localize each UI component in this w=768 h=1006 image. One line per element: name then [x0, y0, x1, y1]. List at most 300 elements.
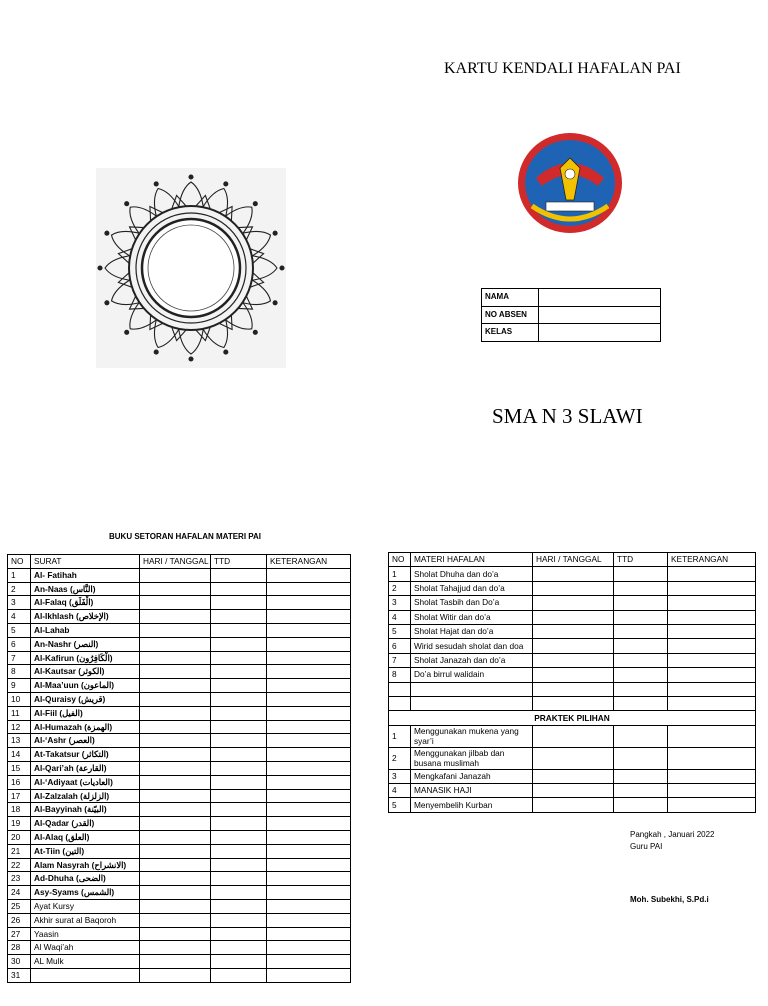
hari-tanggal-cell[interactable] [533, 668, 614, 682]
keterangan-cell[interactable] [267, 651, 351, 665]
teacher-role: Guru PAI [630, 842, 663, 851]
hari-tanggal-cell[interactable] [140, 637, 211, 651]
keterangan-cell[interactable] [267, 803, 351, 817]
table-row [8, 872, 351, 886]
row-number [389, 682, 411, 696]
hari-tanggal-cell[interactable] [533, 769, 614, 783]
keterangan-cell[interactable] [267, 568, 351, 582]
keterangan-cell[interactable] [267, 872, 351, 886]
hari-tanggal-cell[interactable] [140, 623, 211, 637]
hari-tanggal-cell[interactable] [140, 955, 211, 969]
keterangan-cell[interactable] [267, 913, 351, 927]
praktek-item: Menyembelih Kurban [411, 798, 533, 812]
surah-name: Al-Lahab [31, 623, 140, 637]
keterangan-cell[interactable] [267, 830, 351, 844]
keterangan-cell[interactable] [267, 720, 351, 734]
hari-tanggal-cell[interactable] [140, 872, 211, 886]
materi-table-header [389, 553, 756, 567]
ttd-cell[interactable] [211, 968, 267, 982]
row-number: 6 [389, 639, 411, 653]
identity-label: KELAS [482, 324, 539, 342]
praktek-section-row [389, 711, 756, 725]
ttd-cell[interactable] [211, 775, 267, 789]
hari-tanggal-cell[interactable] [140, 734, 211, 748]
identity-value-field[interactable] [539, 306, 661, 324]
table-row [8, 761, 351, 775]
materi-table [388, 552, 756, 813]
row-number: 2 [389, 581, 411, 595]
row-number: 18 [8, 803, 31, 817]
row-number: 3 [389, 769, 411, 783]
keterangan-cell[interactable] [668, 581, 756, 595]
materi-item: Wirid sesudah sholat dan doa [411, 639, 533, 653]
row-number: 12 [8, 720, 31, 734]
keterangan-cell[interactable] [267, 734, 351, 748]
hari-tanggal-cell[interactable] [140, 720, 211, 734]
hari-tanggal-cell[interactable] [140, 775, 211, 789]
table-row [8, 610, 351, 624]
row-number: 21 [8, 844, 31, 858]
keterangan-cell[interactable] [668, 668, 756, 682]
table-row [8, 955, 351, 969]
keterangan-cell[interactable] [267, 844, 351, 858]
hari-tanggal-cell[interactable] [140, 596, 211, 610]
table-row [389, 747, 756, 769]
identity-value-field[interactable] [539, 324, 661, 342]
hari-tanggal-cell[interactable] [140, 651, 211, 665]
card-title: KARTU KENDALI HAFALAN PAI [444, 60, 681, 77]
row-number: 5 [8, 623, 31, 637]
table-row [8, 789, 351, 803]
ttd-cell[interactable] [211, 692, 267, 706]
row-number: 8 [8, 665, 31, 679]
surah-name: Al-Bayyinah (البيّنة) [31, 803, 140, 817]
keterangan-cell[interactable] [267, 761, 351, 775]
table-row [389, 567, 756, 581]
row-number: 14 [8, 748, 31, 762]
keterangan-cell[interactable] [267, 775, 351, 789]
hari-tanggal-cell[interactable] [533, 725, 614, 747]
keterangan-cell[interactable] [668, 798, 756, 812]
table-row [8, 596, 351, 610]
keterangan-cell[interactable] [668, 624, 756, 638]
row-number: 8 [389, 668, 411, 682]
hari-tanggal-cell[interactable] [140, 706, 211, 720]
row-number: 3 [8, 596, 31, 610]
keterangan-cell[interactable] [267, 610, 351, 624]
row-number: 20 [8, 830, 31, 844]
surah-name: Ad-Dhuha (الضحى) [31, 872, 140, 886]
materi-item: Sholat Janazah dan do’a [411, 653, 533, 667]
hari-tanggal-cell[interactable] [533, 639, 614, 653]
identity-label: NAMA [482, 289, 539, 307]
table-row [8, 913, 351, 927]
ttd-cell[interactable] [211, 761, 267, 775]
surah-table [7, 554, 351, 983]
ttd-cell[interactable] [614, 682, 668, 696]
praktek-item: Menggunakan jilbab dan busana muslimah [411, 747, 533, 769]
row-number: 15 [8, 761, 31, 775]
row-number: 6 [8, 637, 31, 651]
materi-item: Sholat Tasbih dan Do’a [411, 596, 533, 610]
ttd-cell[interactable] [614, 668, 668, 682]
hari-tanggal-cell[interactable] [533, 567, 614, 581]
materi-item: Do’a birrul walidain [411, 668, 533, 682]
ttd-cell[interactable] [614, 784, 668, 798]
praktek-item: MANASIK HAJI [411, 784, 533, 798]
keterangan-cell[interactable] [668, 567, 756, 581]
surah-name: Al-Maa’uun (الماعون) [31, 679, 140, 693]
surah-name: Al-Kautsar (الكوثر) [31, 665, 140, 679]
surah-name: At-Takatsur (التكاثر) [31, 748, 140, 762]
place-date: Pangkah , Januari 2022 [630, 830, 715, 839]
keterangan-cell[interactable] [267, 679, 351, 693]
hari-tanggal-cell[interactable] [140, 679, 211, 693]
hari-tanggal-cell[interactable] [140, 610, 211, 624]
table-row [8, 968, 351, 982]
ttd-cell[interactable] [211, 623, 267, 637]
materi-item [411, 682, 533, 696]
keterangan-cell[interactable] [267, 692, 351, 706]
mandala-image [96, 168, 286, 368]
surah-name: Ayat Kursy [31, 899, 140, 913]
hari-tanggal-cell[interactable] [140, 803, 211, 817]
surah-name: Al Waqi’ah [31, 941, 140, 955]
materi-item: Sholat Tahajjud dan do’a [411, 581, 533, 595]
identity-row [482, 289, 661, 307]
surah-name: Al- Fatihah [31, 568, 140, 582]
row-number: 1 [389, 725, 411, 747]
table-row [8, 803, 351, 817]
surah-name: Al-Kafirun (الْكَافِرُون) [31, 651, 140, 665]
ttd-cell[interactable] [211, 734, 267, 748]
ttd-cell[interactable] [211, 817, 267, 831]
surah-table-header [8, 555, 351, 569]
table-row [389, 769, 756, 783]
ttd-cell[interactable] [211, 706, 267, 720]
keterangan-cell[interactable] [267, 665, 351, 679]
identity-label: NO ABSEN [482, 306, 539, 324]
row-number: 26 [8, 913, 31, 927]
hari-tanggal-cell[interactable] [140, 968, 211, 982]
materi-item: Sholat Hajat dan do’a [411, 624, 533, 638]
hari-tanggal-cell[interactable] [140, 844, 211, 858]
row-number: 1 [8, 568, 31, 582]
table-row [389, 639, 756, 653]
surah-name: An-Naas (النَّاس) [31, 582, 140, 596]
ttd-cell[interactable] [211, 679, 267, 693]
hari-tanggal-cell[interactable] [140, 789, 211, 803]
keterangan-cell[interactable] [668, 784, 756, 798]
hari-tanggal-cell[interactable] [533, 696, 614, 710]
table-row [389, 668, 756, 682]
ttd-cell[interactable] [211, 789, 267, 803]
keterangan-cell[interactable] [267, 955, 351, 969]
hari-tanggal-cell[interactable] [140, 830, 211, 844]
ttd-cell[interactable] [614, 653, 668, 667]
keterangan-cell[interactable] [267, 706, 351, 720]
table-row [8, 651, 351, 665]
keterangan-cell[interactable] [267, 858, 351, 872]
surah-name: Al-Fiil (الفيل) [31, 706, 140, 720]
table-row [8, 775, 351, 789]
praktek-item: Mengkafani Janazah [411, 769, 533, 783]
ttd-cell[interactable] [211, 610, 267, 624]
keterangan-cell[interactable] [267, 582, 351, 596]
ttd-cell[interactable] [614, 610, 668, 624]
table-row [8, 748, 351, 762]
hari-tanggal-cell[interactable] [140, 748, 211, 762]
hari-tanggal-cell[interactable] [140, 899, 211, 913]
table-row [8, 927, 351, 941]
keterangan-cell[interactable] [668, 769, 756, 783]
surah-name: Al-Zalzalah (الزلزلة) [31, 789, 140, 803]
hari-tanggal-cell[interactable] [140, 913, 211, 927]
materi-header-cell: KETERANGAN [668, 553, 756, 567]
surah-name: At-Tiin (التين) [31, 844, 140, 858]
hari-tanggal-cell[interactable] [533, 798, 614, 812]
ttd-cell[interactable] [211, 941, 267, 955]
row-number: 31 [8, 968, 31, 982]
surah-header-cell: HARI / TANGGAL [140, 555, 211, 569]
ttd-cell[interactable] [211, 637, 267, 651]
row-number: 27 [8, 927, 31, 941]
row-number: 10 [8, 692, 31, 706]
surah-header-cell: KETERANGAN [267, 555, 351, 569]
ttd-cell[interactable] [211, 858, 267, 872]
row-number: 30 [8, 955, 31, 969]
school-emblem [514, 128, 626, 238]
keterangan-cell[interactable] [267, 748, 351, 762]
ttd-cell[interactable] [211, 720, 267, 734]
row-number: 4 [389, 784, 411, 798]
ttd-cell[interactable] [211, 955, 267, 969]
keterangan-cell[interactable] [267, 941, 351, 955]
surah-name: Al-Falaq (الْفَلَق) [31, 596, 140, 610]
surah-name: Akhir surat al Baqoroh [31, 913, 140, 927]
table-row [8, 830, 351, 844]
hari-tanggal-cell[interactable] [140, 858, 211, 872]
table-row [389, 798, 756, 812]
row-number: 11 [8, 706, 31, 720]
ttd-cell[interactable] [614, 747, 668, 769]
hari-tanggal-cell[interactable] [533, 653, 614, 667]
surah-name: AL Mulk [31, 955, 140, 969]
ttd-cell[interactable] [614, 596, 668, 610]
row-number: 2 [8, 582, 31, 596]
praktek-pilihan-title: PRAKTEK PILIHAN [389, 711, 756, 725]
ttd-cell[interactable] [211, 596, 267, 610]
table-row [8, 858, 351, 872]
hari-tanggal-cell[interactable] [533, 581, 614, 595]
row-number: 24 [8, 886, 31, 900]
table-row [8, 568, 351, 582]
keterangan-cell[interactable] [668, 725, 756, 747]
table-row [389, 581, 756, 595]
hari-tanggal-cell[interactable] [533, 747, 614, 769]
hari-tanggal-cell[interactable] [140, 927, 211, 941]
ttd-cell[interactable] [614, 567, 668, 581]
surah-name: Al-‘Ashr (العصر) [31, 734, 140, 748]
keterangan-cell[interactable] [668, 653, 756, 667]
ttd-cell[interactable] [211, 582, 267, 596]
keterangan-cell[interactable] [267, 623, 351, 637]
table-row [8, 706, 351, 720]
table-row [8, 817, 351, 831]
table-row [389, 653, 756, 667]
ttd-cell[interactable] [614, 725, 668, 747]
empty-row [389, 682, 756, 696]
keterangan-cell[interactable] [267, 637, 351, 651]
surah-name: Al-Qadar (القدر) [31, 817, 140, 831]
materi-header-cell: NO [389, 553, 411, 567]
keterangan-cell[interactable] [267, 927, 351, 941]
hari-tanggal-cell[interactable] [140, 692, 211, 706]
keterangan-cell[interactable] [668, 696, 756, 710]
hari-tanggal-cell[interactable] [140, 886, 211, 900]
ttd-cell[interactable] [614, 624, 668, 638]
school-logo [514, 128, 626, 238]
surah-name: Al-Ikhlash (الإخلاص) [31, 610, 140, 624]
hari-tanggal-cell[interactable] [533, 610, 614, 624]
table-row [8, 899, 351, 913]
praktek-item: Menggunakan mukena yang syar’i [411, 725, 533, 747]
table-row [389, 596, 756, 610]
ttd-cell[interactable] [614, 696, 668, 710]
hari-tanggal-cell[interactable] [140, 582, 211, 596]
ttd-cell[interactable] [211, 844, 267, 858]
row-number: 25 [8, 899, 31, 913]
materi-item: Sholat Dhuha dan do’a [411, 567, 533, 581]
ttd-cell[interactable] [211, 927, 267, 941]
ttd-cell[interactable] [211, 872, 267, 886]
ttd-cell[interactable] [211, 913, 267, 927]
table-row [8, 844, 351, 858]
ttd-cell[interactable] [211, 651, 267, 665]
surah-header-cell: TTD [211, 555, 267, 569]
surah-name: An-Nashr (النصر) [31, 637, 140, 651]
surah-name: Asy-Syams (الشمس) [31, 886, 140, 900]
row-number: 28 [8, 941, 31, 955]
row-number: 5 [389, 798, 411, 812]
hari-tanggal-cell[interactable] [140, 568, 211, 582]
hari-tanggal-cell[interactable] [140, 665, 211, 679]
ttd-cell[interactable] [211, 830, 267, 844]
keterangan-cell[interactable] [267, 596, 351, 610]
surah-name: Al-‘Adiyaat (العاديات) [31, 775, 140, 789]
table-row [8, 582, 351, 596]
hari-tanggal-cell[interactable] [140, 941, 211, 955]
ttd-cell[interactable] [614, 639, 668, 653]
ttd-cell[interactable] [614, 769, 668, 783]
buku-setoran-title: BUKU SETORAN HAFALAN MATERI PAI [109, 532, 261, 541]
school-name: SMA N 3 SLAWI [492, 404, 643, 428]
row-number: 7 [389, 653, 411, 667]
hari-tanggal-cell[interactable] [533, 682, 614, 696]
table-row [8, 637, 351, 651]
surah-header-cell: NO [8, 555, 31, 569]
row-number: 22 [8, 858, 31, 872]
mandala-ornament [96, 168, 286, 368]
row-number: 17 [8, 789, 31, 803]
row-number: 13 [8, 734, 31, 748]
ttd-cell[interactable] [211, 899, 267, 913]
keterangan-cell[interactable] [668, 747, 756, 769]
empty-row [389, 696, 756, 710]
table-row [389, 624, 756, 638]
identity-table [481, 288, 661, 342]
keterangan-cell[interactable] [668, 610, 756, 624]
surah-name: Al-Alaq (العلق) [31, 830, 140, 844]
keterangan-cell[interactable] [267, 817, 351, 831]
surah-name: Alam Nasyrah (الانشراح) [31, 858, 140, 872]
keterangan-cell[interactable] [267, 899, 351, 913]
table-row [389, 725, 756, 747]
ttd-cell[interactable] [211, 886, 267, 900]
surah-header-cell: SURAT [31, 555, 140, 569]
keterangan-cell[interactable] [267, 886, 351, 900]
surah-name: Al-Humazah (الهمزة) [31, 720, 140, 734]
materi-header-cell: HARI / TANGGAL [533, 553, 614, 567]
table-row [389, 784, 756, 798]
row-number: 3 [389, 596, 411, 610]
hari-tanggal-cell[interactable] [140, 761, 211, 775]
hari-tanggal-cell[interactable] [140, 817, 211, 831]
ttd-cell[interactable] [614, 798, 668, 812]
table-row [8, 734, 351, 748]
ttd-cell[interactable] [211, 665, 267, 679]
row-number: 4 [8, 610, 31, 624]
row-number: 2 [389, 747, 411, 769]
table-row [8, 720, 351, 734]
identity-value-field[interactable] [539, 289, 661, 307]
keterangan-cell[interactable] [668, 596, 756, 610]
surah-name: Al-Quraisy (قريش) [31, 692, 140, 706]
ttd-cell[interactable] [614, 581, 668, 595]
keterangan-cell[interactable] [668, 639, 756, 653]
row-number: 9 [8, 679, 31, 693]
keterangan-cell[interactable] [668, 682, 756, 696]
materi-header-cell: TTD [614, 553, 668, 567]
hari-tanggal-cell[interactable] [533, 784, 614, 798]
surah-name: Al-Qari’ah (القارعة) [31, 761, 140, 775]
table-row [8, 665, 351, 679]
teacher-name: Moh. Subekhi, S.Pd.i [630, 895, 709, 904]
table-row [8, 623, 351, 637]
surah-name [31, 968, 140, 982]
keterangan-cell[interactable] [267, 789, 351, 803]
table-row [8, 941, 351, 955]
row-number: 1 [389, 567, 411, 581]
row-number: 16 [8, 775, 31, 789]
materi-item [411, 696, 533, 710]
hari-tanggal-cell[interactable] [533, 624, 614, 638]
ttd-cell[interactable] [211, 748, 267, 762]
materi-header-cell: MATERI HAFALAN [411, 553, 533, 567]
row-number: 23 [8, 872, 31, 886]
row-number [389, 696, 411, 710]
surah-name: Yaasin [31, 927, 140, 941]
hari-tanggal-cell[interactable] [533, 596, 614, 610]
row-number: 5 [389, 624, 411, 638]
table-row [389, 610, 756, 624]
ttd-cell[interactable] [211, 568, 267, 582]
table-row [8, 679, 351, 693]
ttd-cell[interactable] [211, 803, 267, 817]
identity-row [482, 324, 661, 342]
keterangan-cell[interactable] [267, 968, 351, 982]
row-number: 19 [8, 817, 31, 831]
